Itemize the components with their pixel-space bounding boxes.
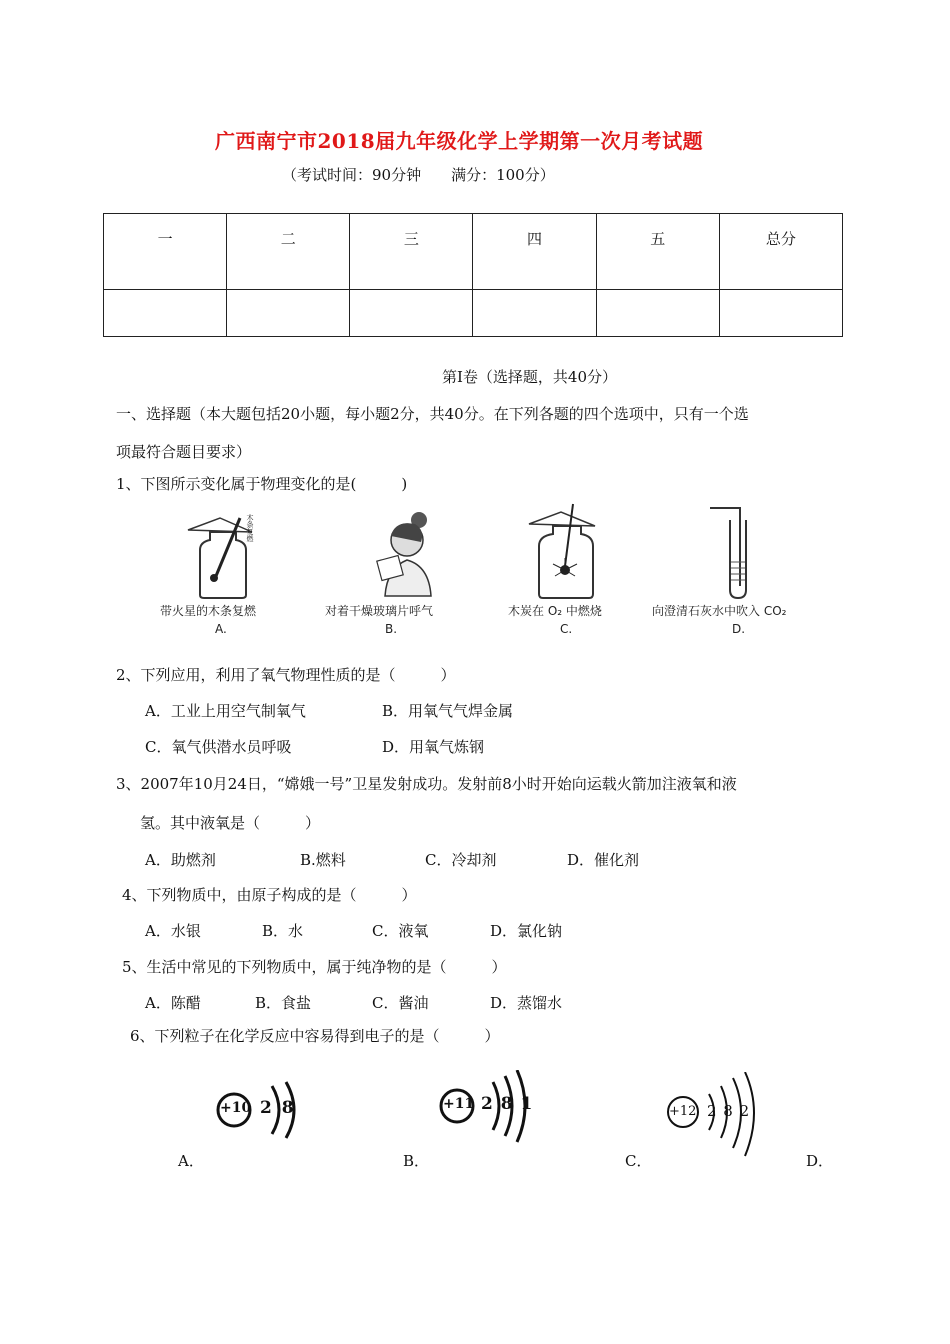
q1-figure-a-label: 木条复燃: [246, 514, 254, 542]
q4-option-c[interactable]: C．液氧: [372, 922, 429, 940]
q6-b-nucleus: +11: [443, 1096, 475, 1112]
q1-caption-d: 向澄清石灰水中吹入 CO₂: [652, 604, 787, 618]
test-tube-icon: [700, 500, 770, 600]
score-table: [103, 213, 843, 337]
q2-option-b[interactable]: B．用氧气气焊金属: [382, 702, 514, 720]
q6-a-nucleus: +10: [220, 1100, 252, 1116]
q2-stem: 2、下列应用，利用了氧气物理性质的是（ ）: [116, 666, 456, 684]
q1-caption-b: 对着干燥玻璃片呼气: [325, 604, 434, 618]
q5-option-b[interactable]: B．食盐: [255, 994, 312, 1012]
exam-info: （考试时间：90分钟 满分：100分）: [282, 166, 555, 184]
q2-option-d[interactable]: D．用氧气炼钢: [382, 738, 485, 756]
charcoal-jar-icon: [525, 500, 615, 600]
q1-figure-a: [180, 510, 295, 600]
q5-stem: 5、生活中常见的下列物质中，属于纯净物的是（ ）: [122, 958, 507, 976]
q1-figure-d: [700, 500, 770, 600]
score-cell[interactable]: [719, 290, 842, 337]
q1-figure-c: [525, 500, 615, 600]
q6-letter-a[interactable]: A．: [178, 1152, 204, 1170]
q3-option-b[interactable]: B.燃料: [300, 851, 346, 869]
q5-option-d[interactable]: D．蒸馏水: [490, 994, 563, 1012]
q5-option-c[interactable]: C．酱油: [372, 994, 429, 1012]
score-cell[interactable]: [596, 290, 719, 337]
q1-figure-b: [355, 508, 445, 600]
q6-letter-d[interactable]: D．: [806, 1152, 834, 1170]
q4-option-d[interactable]: D．氯化钠: [490, 922, 563, 940]
q1-stem: 1、下图所示变化属于物理变化的是( ): [116, 475, 408, 493]
q1-letter-c: C.: [560, 622, 573, 636]
instructions-line-1: 一、选择题（本大题包括20小题，每小题2分，共40分。在下列各题的四个选项中，只有一个选: [116, 405, 749, 423]
q6-letter-b[interactable]: B．: [403, 1152, 430, 1170]
q1-caption-a: 带火星的木条复燃: [160, 604, 257, 618]
q6-letter-c[interactable]: C．: [625, 1152, 652, 1170]
q4-stem: 4、下列物质中，由原子构成的是（ ）: [122, 886, 417, 904]
q6-c-shells: 2 8 2: [707, 1102, 751, 1120]
q2-option-c[interactable]: C．氧气供潜水员呼吸: [145, 738, 292, 756]
q6-c-nucleus: +12: [669, 1104, 697, 1119]
q5-option-a[interactable]: A．陈醋: [145, 994, 201, 1012]
score-col-3: 三: [350, 214, 473, 290]
girl-breathing-icon: [355, 508, 445, 600]
q1-letter-b: B.: [385, 622, 398, 636]
q6-diagram-a: [212, 1080, 312, 1150]
score-col-5: 五: [596, 214, 719, 290]
instructions-line-2: 项最符合题目要求）: [116, 443, 252, 461]
page-title: 广西南宁市2018届九年级化学上学期第一次月考试题: [215, 129, 704, 153]
q2-option-a[interactable]: A．工业上用空气制氧气: [145, 702, 306, 720]
q1-caption-c: 木炭在 O₂ 中燃烧: [508, 604, 602, 618]
q3-stem-line-1: 3、2007年10月24日，“嫦娥一号”卫星发射成功。发射前8小时开始向运载火箭加注液氧和液: [116, 775, 737, 793]
q3-option-a[interactable]: A．助燃剂: [145, 851, 216, 869]
score-cell[interactable]: [473, 290, 596, 337]
q4-option-b[interactable]: B．水: [262, 922, 304, 940]
score-cell[interactable]: [104, 290, 227, 337]
q6-diagram-b: [435, 1070, 545, 1150]
score-col-2: 二: [227, 214, 350, 290]
q3-stem-line-2: 氢。其中液氧是（ ）: [140, 814, 321, 832]
q4-option-a[interactable]: A．水银: [145, 922, 201, 940]
splint-jar-icon: [180, 510, 295, 600]
q6-diagram-c: [665, 1072, 765, 1162]
score-col-4: 四: [473, 214, 596, 290]
section-title: 第Ⅰ卷（选择题，共40分）: [442, 368, 618, 386]
q1-letter-d: D.: [732, 622, 746, 636]
q1-letter-a: A.: [215, 622, 227, 636]
q6-stem: 6、下列粒子在化学反应中容易得到电子的是（ ）: [130, 1027, 500, 1045]
q6-a-shells: 2 8: [260, 1098, 296, 1118]
score-cell[interactable]: [350, 290, 473, 337]
q3-option-c[interactable]: C．冷却剂: [425, 851, 497, 869]
score-col-1: 一: [104, 214, 227, 290]
q3-option-d[interactable]: D．催化剂: [567, 851, 640, 869]
score-cell[interactable]: [227, 290, 350, 337]
q6-b-shells: 2 8 1: [481, 1094, 534, 1114]
score-col-total: 总分: [719, 214, 842, 290]
